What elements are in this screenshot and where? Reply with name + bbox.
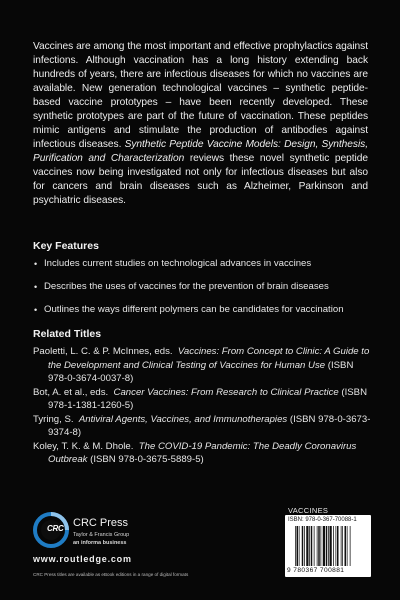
related-title-isbn: (ISBN 978-0-3674-0037-8) (48, 359, 354, 384)
key-feature-text: Outlines the ways different polymers can be candidates for vaccination (44, 304, 344, 315)
related-title-authors: Koley, T. K. & M. Dhole. (33, 440, 134, 452)
related-title-isbn: (ISBN 978-0-3673-9374-8) (48, 413, 371, 438)
related-title-authors: Bot, A. et al., eds. (33, 386, 109, 398)
publisher-website: www.routledge.com (33, 554, 132, 564)
related-title-isbn: (ISBN 978-1-1381-1260-5) (48, 386, 367, 411)
bullet-icon: • (34, 305, 38, 315)
related-title-entry (33, 345, 373, 386)
bullet-icon: • (34, 259, 38, 269)
key-feature-text: Describes the uses of vaccines for the prevention of brain diseases (44, 281, 329, 292)
barcode-panel (285, 515, 371, 577)
description-part-2: reviews these novel synthetic peptide vaccines now being investigated not only for infectious diseases but also for cancers and brain diseases such as Alzheimer, Parkinson and psychiatric diseases. (33, 153, 368, 206)
publisher-business: an informa business (73, 540, 127, 546)
book-description (33, 40, 368, 208)
publisher-name: CRC Press (73, 517, 129, 529)
related-title-entry (33, 440, 373, 467)
ebook-availability-note: CRC Press titles are available as eBook editions in a range of digital formats (33, 572, 189, 577)
related-titles-heading: Related Titles (33, 328, 102, 340)
key-features-heading: Key Features (33, 240, 99, 252)
publisher-group: Taylor & Francis Group (73, 532, 130, 538)
publisher-logo-block (33, 512, 233, 592)
bullet-icon: • (34, 282, 38, 292)
related-title-authors: Paoletti, L. C. & P. McInnes, eds. (33, 346, 173, 357)
key-feature-item (33, 281, 373, 293)
related-title-name: Cancer Vaccines: From Research to Clinical Practice (113, 386, 339, 398)
related-title-isbn: (ISBN 978-0-3675-5889-5) (90, 454, 204, 465)
barcode-digits: 9 780367 700881 (287, 567, 345, 574)
barcode-icon (295, 526, 367, 566)
key-feature-item (33, 258, 373, 270)
related-title-authors: Tyring, S. (33, 413, 74, 425)
related-title-name: The COVID-19 Pandemic: The Deadly Coronavirus Outbreak (48, 440, 357, 465)
related-title-entry (33, 386, 373, 413)
isbn-label: ISBN: 978-0-367-70088-1 (288, 517, 357, 523)
description-book-title: Synthetic Peptide Vaccine Models: Design, Synthesis, Purification and Characterization (33, 139, 368, 164)
related-title-name: Antiviral Agents, Vaccines, and Immunotherapies (78, 413, 288, 425)
related-titles-list (33, 345, 373, 467)
key-features-list (33, 258, 373, 327)
key-feature-text: Includes current studies on technological advances in vaccines (44, 258, 312, 269)
related-title-name: Vaccines: From Concept to Clinic: A Guide to the Development and Clinical Testing of Vaccines for Human Use (48, 346, 370, 371)
description-part-1: Vaccines are among the most important and effective prophylactics against infections. Although vaccination has a long history extending back hundreds of years, there are infectious diseases for which no vaccines are available. New generation technological vaccines – synthetic peptide-based vaccine prototypes – have been recently developed. These synthetic prototypes are part of the future of vaccination. These peptides mimic antigens and stimulate the production of antibodies against infectious diseases. (33, 41, 368, 150)
crc-logo-text: CRC (47, 524, 64, 533)
related-title-entry (33, 413, 373, 440)
subject-category: VACCINES (288, 506, 329, 515)
key-feature-item (33, 304, 373, 316)
